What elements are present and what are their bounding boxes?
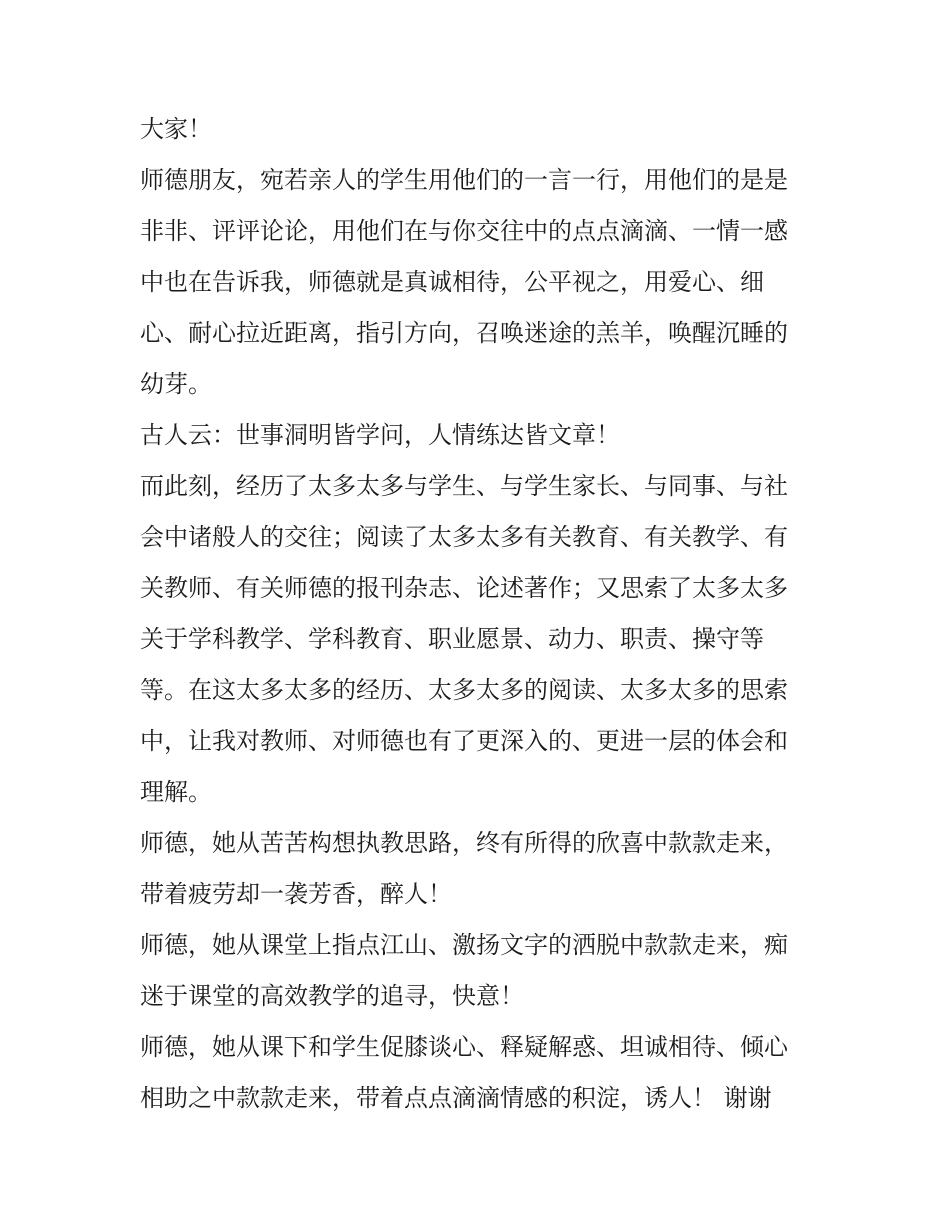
text-line: 关于学科教学、学科教育、职业愿景、动力、职责、操守等 — [140, 625, 764, 653]
text-line: 迷于课堂的高效教学的追寻，快意！ — [140, 982, 524, 1010]
text-line: 等。在这太多太多的经历、太多太多的阅读、太多太多的思索 — [140, 676, 788, 704]
text-line: 师德，她从课下和学生促膝谈心、释疑解惑、坦诚相待、倾心 — [140, 1033, 788, 1061]
text-line: 会中诸般人的交往；阅读了太多太多有关教育、有关教学、有 — [140, 523, 788, 551]
text-line: 相助之中款款走来，带着点点滴滴情感的积淀，诱人！ 谢谢 — [140, 1084, 772, 1112]
text-line: 关教师、有关师德的报刊杂志、论述著作；又思索了太多太多 — [140, 574, 788, 602]
text-line: 幼芽。 — [140, 370, 212, 398]
document-body — [140, 104, 812, 1124]
text-line: 理解。 — [140, 778, 212, 806]
text-line: 心、耐心拉近距离，指引方向，召唤迷途的羔羊，唤醒沉睡的 — [140, 319, 788, 347]
text-line: 中也在告诉我，师德就是真诚相待，公平视之，用爱心、细 — [140, 268, 764, 296]
text-line: 大家！ — [140, 115, 212, 143]
text-line: 师德，她从苦苦构想执教思路，终有所得的欣喜中款款走来， — [140, 829, 788, 857]
text-line: 非非、评评论论，用他们在与你交往中的点点滴滴、一情一感 — [140, 217, 788, 245]
text-line: 而此刻，经历了太多太多与学生、与学生家长、与同事、与社 — [140, 472, 788, 500]
text-line: 中，让我对教师、对师德也有了更深入的、更进一层的体会和 — [140, 727, 788, 755]
text-line: 师德，她从课堂上指点江山、激扬文字的洒脱中款款走来，痴 — [140, 931, 788, 959]
text-line: 师德朋友，宛若亲人的学生用他们的一言一行，用他们的是是 — [140, 166, 788, 194]
text-line: 带着疲劳却一袭芳香，醉人！ — [140, 880, 452, 908]
text-line: 古人云：世事洞明皆学问，人情练达皆文章！ — [140, 421, 620, 449]
